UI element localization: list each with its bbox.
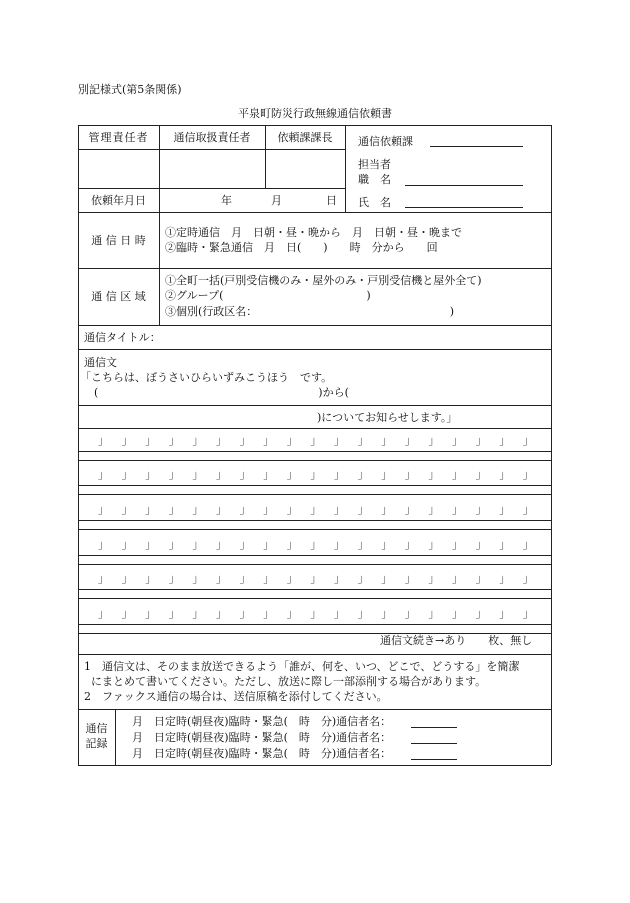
grid-bracket: 」 — [98, 538, 109, 551]
grid-bracket: 」 — [381, 607, 393, 620]
comm-title-label: 通信タイトル： — [84, 331, 161, 344]
position-label: 職 名 — [358, 173, 391, 186]
note-2: 2 ファックス通信の場合は、送信原稿を添付してください。 — [84, 690, 388, 703]
grid-bracket: 」 — [522, 468, 534, 481]
grid-bracket: 」 — [357, 572, 369, 585]
grid-row-line — [78, 624, 551, 625]
grid-bracket: 」 — [239, 503, 251, 516]
grid-bracket: 」 — [145, 503, 157, 516]
manager-label: 管理責任者 — [88, 131, 149, 144]
date-month: 月 — [271, 194, 282, 207]
record-entry-1: 月 日定時(朝昼夜)臨時・緊急( 時 分)通信者名： — [132, 715, 392, 728]
grid-bracket: 」 — [428, 434, 440, 447]
grid-gap-line — [78, 598, 551, 599]
grid-bracket: 」 — [286, 538, 298, 551]
grid-bracket: 」 — [121, 468, 133, 481]
comm-datetime-option-2: ②臨時・緊急通信 月 日( ) 時 分から 回 — [165, 241, 438, 254]
grid-bracket: 」 — [428, 572, 440, 585]
record-label-line-1: 通信 — [85, 722, 108, 735]
grid-bracket: 」 — [263, 468, 275, 481]
grid-bracket: 」 — [216, 538, 227, 551]
name-label: 氏 名 — [358, 196, 391, 209]
grid-bracket: 」 — [499, 572, 511, 585]
grid-bracket: 」 — [239, 572, 251, 585]
grid-row-line — [78, 485, 551, 486]
grid-bracket: 」 — [263, 503, 275, 516]
grid-bracket: 」 — [334, 503, 345, 516]
notes-divider — [78, 709, 551, 710]
grid-row-line — [78, 451, 551, 452]
grid-bracket: 」 — [239, 434, 251, 447]
area-row-divider — [78, 325, 551, 326]
grid-bracket: 」 — [145, 607, 157, 620]
grid-bracket: 」 — [286, 607, 298, 620]
comm-datetime-option-1: ①定時通信 月 日朝・昼・晩から 月 日朝・昼・晩まで — [165, 226, 462, 239]
grid-bracket: 」 — [452, 538, 463, 551]
grid-gap-line — [78, 564, 551, 565]
record-entry-2: 月 日定時(朝昼夜)臨時・緊急( 時 分)通信者名： — [132, 731, 392, 744]
grid-bracket: 」 — [192, 503, 204, 516]
grid-bracket: 」 — [98, 434, 109, 447]
grid-bracket: 」 — [192, 538, 204, 551]
grid-bracket: 」 — [121, 607, 133, 620]
requesting-section-field[interactable] — [430, 146, 523, 147]
grid-bracket: 」 — [475, 607, 487, 620]
record-label-line-2: 記録 — [85, 737, 108, 750]
grid-bracket: 」 — [168, 572, 180, 585]
grid-bracket: 」 — [286, 434, 298, 447]
grid-bracket: 」 — [428, 538, 440, 551]
grid-bracket: 」 — [310, 538, 322, 551]
grid-row — [78, 502, 551, 518]
grid-bracket: 」 — [286, 468, 298, 481]
grid-bracket: 」 — [216, 468, 227, 481]
grid-row-line — [78, 589, 551, 590]
message-divider — [78, 405, 551, 406]
grid-bracket: 」 — [452, 468, 463, 481]
grid-row-line — [78, 555, 551, 556]
grid-bracket: 」 — [428, 468, 440, 481]
grid-bracket: 」 — [239, 468, 251, 481]
grid-bracket: 」 — [98, 503, 109, 516]
comm-area-option-2: ②グループ( ) — [165, 289, 371, 302]
grid-bracket: 」 — [381, 538, 393, 551]
grid-bracket: 」 — [404, 434, 416, 447]
grid-bracket: 」 — [357, 434, 369, 447]
message-closing-line: )についてお知らせします。」 — [317, 411, 458, 424]
table-bottom-border — [78, 765, 551, 766]
comm-area-label: 通 信 区 域 — [91, 290, 146, 303]
grid-bracket: 」 — [428, 503, 440, 516]
grid-bracket: 」 — [192, 434, 204, 447]
grid-bracket: 」 — [499, 538, 511, 551]
grid-bracket: 」 — [121, 434, 133, 447]
grid-bracket: 」 — [168, 503, 180, 516]
grid-bracket: 」 — [381, 503, 393, 516]
table-top-border — [78, 125, 551, 126]
note-1-line-1: 1 通信文は、そのまま放送できるよう「誰が、何を、いつ、どこで、どうする」を簡潔 — [84, 660, 520, 673]
grid-bracket: 」 — [334, 538, 345, 551]
grid-bracket: 」 — [286, 572, 298, 585]
grid-bracket: 」 — [263, 538, 275, 551]
grid-bracket: 」 — [310, 607, 322, 620]
grid-bracket: 」 — [192, 572, 204, 585]
grid-bracket: 」 — [475, 572, 487, 585]
grid-bracket: 」 — [499, 434, 511, 447]
grid-bracket: 」 — [334, 434, 345, 447]
grid-bracket: 」 — [334, 572, 345, 585]
grid-row — [78, 433, 551, 449]
record-communicator-2-field[interactable] — [411, 743, 457, 744]
grid-bracket: 」 — [310, 434, 322, 447]
grid-bracket: 」 — [475, 503, 487, 516]
message-label: 通信文 — [84, 356, 117, 369]
grid-bracket: 」 — [145, 572, 157, 585]
grid-bracket: 」 — [310, 503, 322, 516]
grid-bracket: 」 — [239, 538, 251, 551]
grid-bracket: 」 — [522, 503, 534, 516]
grid-row — [78, 571, 551, 587]
grid-bracket: 」 — [381, 434, 393, 447]
grid-bracket: 」 — [216, 503, 227, 516]
grid-bracket: 」 — [168, 434, 180, 447]
grid-bracket: 」 — [216, 607, 227, 620]
grid-bracket: 」 — [121, 572, 133, 585]
grid-bracket: 」 — [334, 468, 345, 481]
grid-bracket: 」 — [263, 607, 275, 620]
date-row-divider — [78, 212, 551, 213]
requesting-section-label: 通信依頼課 — [358, 135, 413, 148]
grid-bracket: 」 — [404, 607, 416, 620]
message-source-line: ( )から( — [94, 386, 349, 399]
page-title: 平泉町防災行政無線通信依頼書 — [238, 107, 392, 120]
grid-bracket: 」 — [499, 503, 511, 516]
grid-bracket: 」 — [522, 434, 534, 447]
grid-bracket: 」 — [168, 538, 180, 551]
grid-bracket: 」 — [522, 572, 534, 585]
grid-bracket: 」 — [452, 503, 463, 516]
grid-bracket: 」 — [263, 434, 275, 447]
grid-gap-line — [78, 529, 551, 530]
grid-bracket: 」 — [381, 468, 393, 481]
grid-bracket: 」 — [452, 607, 463, 620]
grid-bracket: 」 — [216, 434, 227, 447]
grid-bracket: 」 — [499, 607, 511, 620]
person-in-charge-label: 担当者 — [358, 158, 391, 171]
header-row-divider — [78, 149, 345, 150]
grid-bracket: 」 — [404, 503, 416, 516]
comm-area-option-1: ①全町一括(戸別受信機のみ・屋外のみ・戸別受信機と屋外全て) — [165, 274, 482, 287]
grid-bracket: 」 — [404, 538, 416, 551]
grid-bracket: 」 — [404, 468, 416, 481]
handler-label: 通信取扱責任者 — [173, 131, 251, 144]
grid-bracket: 」 — [98, 468, 109, 481]
grid-bracket: 」 — [475, 538, 487, 551]
grid-bracket: 」 — [522, 607, 534, 620]
grid-bracket: 」 — [357, 468, 369, 481]
grid-bracket: 」 — [452, 434, 463, 447]
grid-bracket: 」 — [428, 607, 440, 620]
table-right-border — [551, 125, 552, 765]
section-chief-label: 依頼課課長 — [277, 131, 333, 144]
message-divider-2 — [78, 428, 551, 429]
grid-bracket: 」 — [357, 503, 369, 516]
date-day: 日 — [326, 194, 337, 207]
grid-bracket: 」 — [522, 538, 534, 551]
message-opening-line: 「こちらは、ぼうさいひらいずみこうほう です。 — [80, 371, 333, 384]
request-date-label: 依頼年月日 — [91, 194, 146, 207]
position-field[interactable] — [405, 185, 523, 186]
name-field[interactable] — [405, 207, 523, 208]
grid-bracket: 」 — [310, 468, 322, 481]
col-divider-3 — [345, 125, 346, 212]
grid-gap-line — [78, 494, 551, 495]
continuation-divider — [78, 654, 551, 655]
grid-bracket: 」 — [168, 468, 180, 481]
grid-bracket: 」 — [145, 538, 157, 551]
grid-bracket: 」 — [404, 572, 416, 585]
grid-bracket: 」 — [357, 607, 369, 620]
continuation-text: 通信文続き→あり 枚、無し — [380, 634, 533, 647]
record-entry-3: 月 日定時(朝昼夜)臨時・緊急( 時 分)通信者名： — [132, 747, 392, 760]
comm-area-option-3: ③個別(行政区名： ) — [165, 305, 455, 318]
comm-datetime-label: 通 信 日 時 — [91, 234, 146, 247]
grid-gap-line — [78, 460, 551, 461]
grid-bracket: 」 — [145, 468, 157, 481]
grid-bracket: 」 — [263, 572, 275, 585]
grid-bracket: 」 — [499, 468, 511, 481]
grid-bracket: 」 — [192, 607, 204, 620]
grid-row — [78, 606, 551, 622]
record-col-divider — [115, 709, 116, 765]
title-row-divider — [78, 349, 551, 350]
grid-row-line — [78, 520, 551, 521]
record-communicator-1-field[interactable] — [411, 727, 457, 728]
grid-row — [78, 537, 551, 553]
grid-bracket: 」 — [121, 503, 133, 516]
note-1-line-2: にまとめて書いてください。ただし、放送に際し一部添削する場合があります。 — [91, 675, 487, 688]
grid-bracket: 」 — [98, 607, 109, 620]
grid-bracket: 」 — [381, 572, 393, 585]
grid-bracket: 」 — [475, 434, 487, 447]
grid-bracket: 」 — [216, 572, 227, 585]
grid-bracket: 」 — [475, 468, 487, 481]
grid-bracket: 」 — [310, 572, 322, 585]
grid-bracket: 」 — [168, 607, 180, 620]
grid-bracket: 」 — [98, 572, 109, 585]
grid-bracket: 」 — [357, 538, 369, 551]
grid-bracket: 」 — [239, 607, 251, 620]
grid-bracket: 」 — [334, 607, 345, 620]
grid-bracket: 」 — [192, 468, 204, 481]
datetime-row-divider — [78, 268, 551, 269]
grid-bracket: 」 — [452, 572, 463, 585]
date-year: 年 — [221, 194, 232, 207]
grid-row — [78, 467, 551, 483]
grid-bracket: 」 — [121, 538, 133, 551]
signature-row-divider — [78, 188, 345, 189]
grid-bracket: 」 — [286, 503, 298, 516]
record-communicator-3-field[interactable] — [411, 759, 457, 760]
grid-bracket: 」 — [145, 434, 157, 447]
form-reference: 別記様式(第5条関係) — [78, 83, 182, 96]
